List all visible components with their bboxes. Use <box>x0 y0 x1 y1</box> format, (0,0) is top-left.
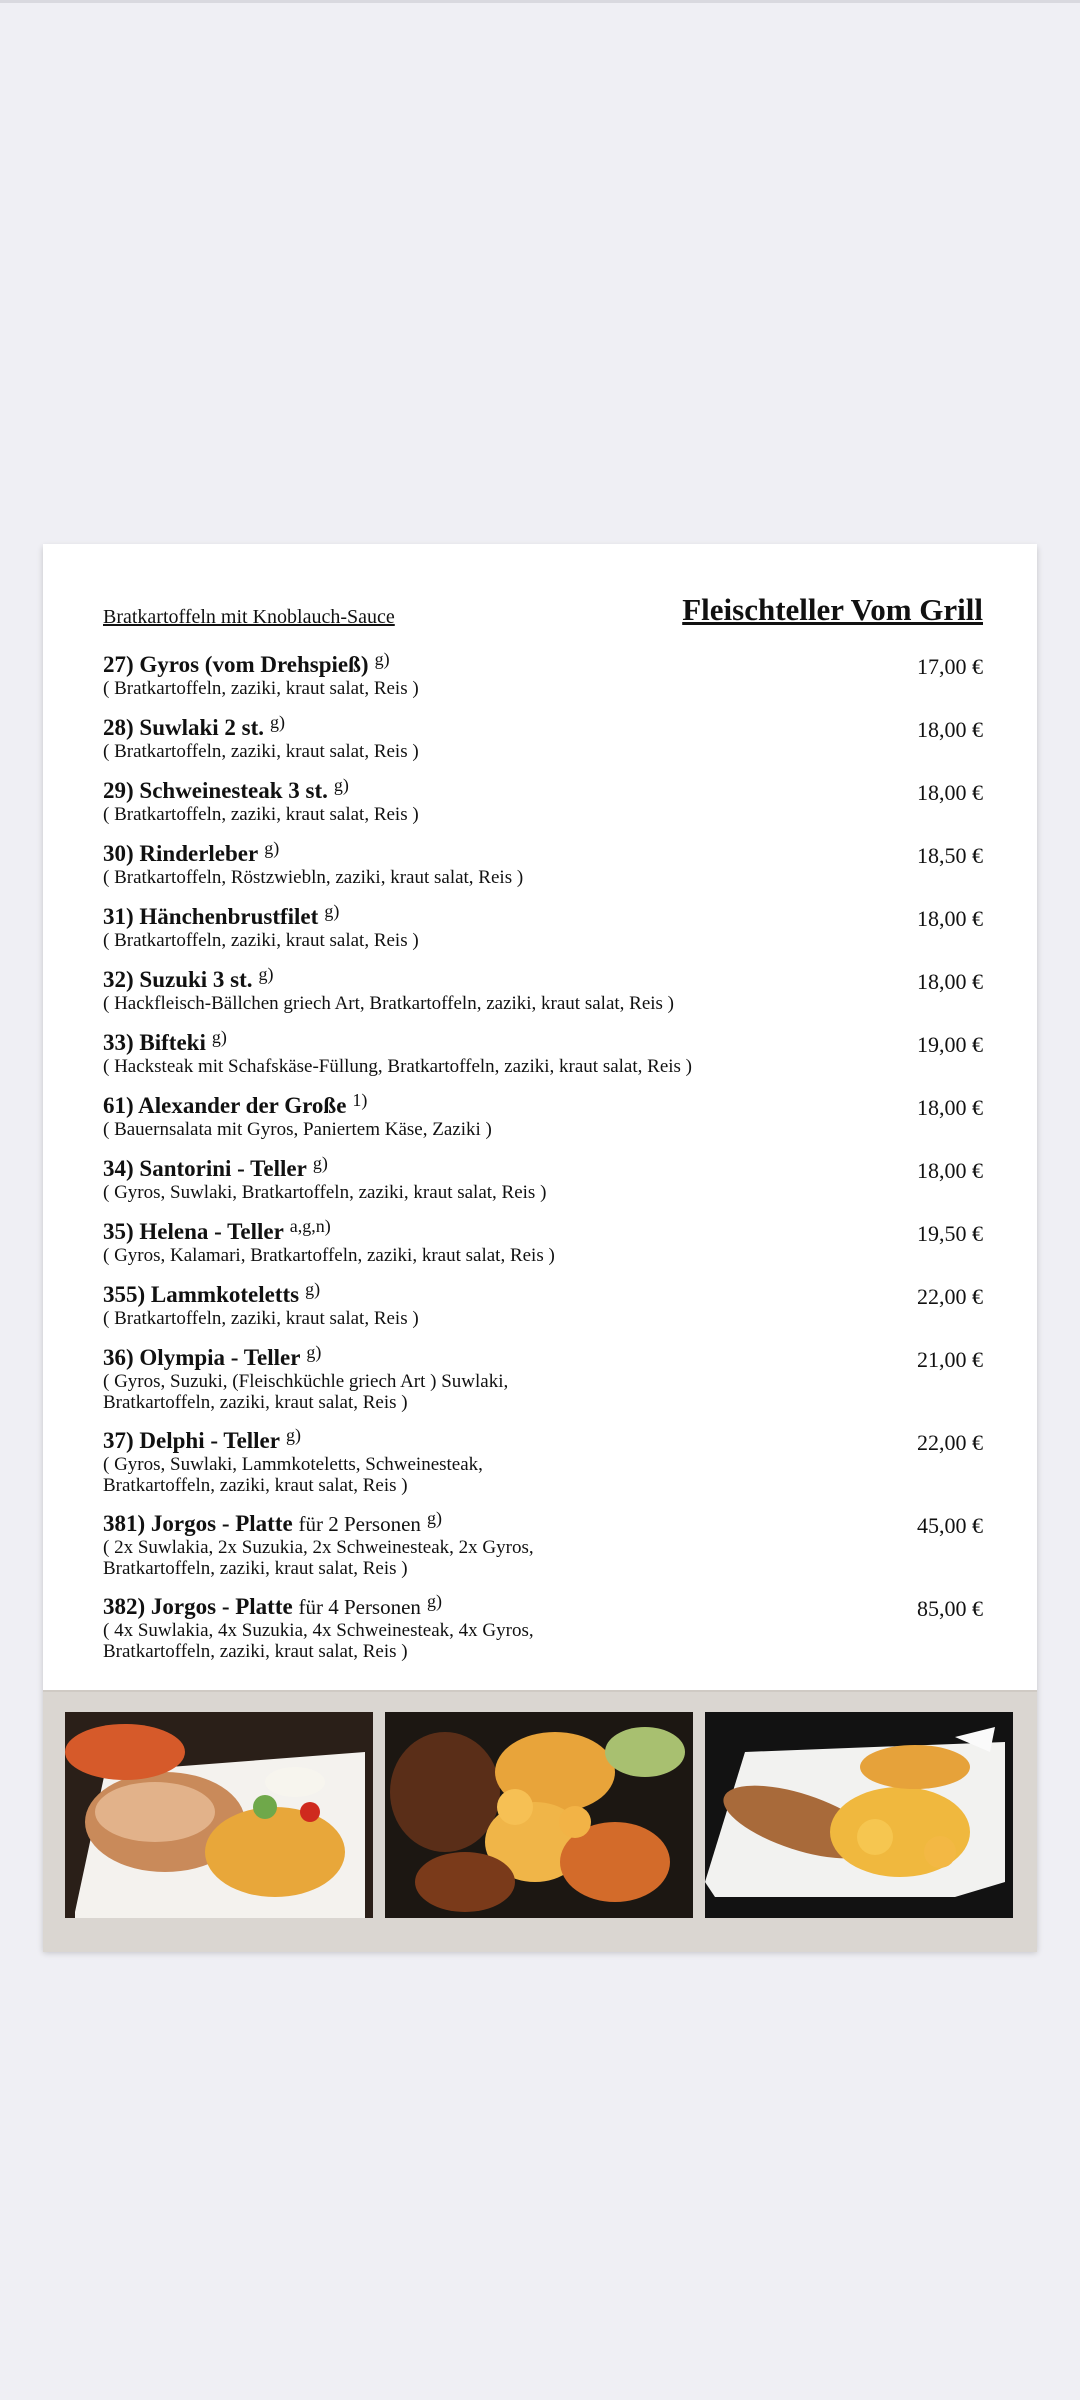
menu-item <box>103 1216 983 1266</box>
menu-item <box>103 838 983 888</box>
item-price: 19,00 € <box>917 1032 983 1057</box>
item-price: 18,00 € <box>917 1095 983 1120</box>
item-extra: für 2 Personen <box>298 1512 421 1536</box>
allergen-code: g) <box>264 838 280 858</box>
item-description: ( Bratkartoffeln, Röstzwiebln, zaziki, kraut salat, Reis ) <box>103 867 524 888</box>
allergen-code: g) <box>426 1591 442 1611</box>
item-extra: für 4 Personen <box>298 1595 421 1619</box>
menu-item <box>103 1591 983 1662</box>
photo-gallery <box>43 1690 1037 1952</box>
allergen-code: g) <box>312 1153 328 1173</box>
item-price: 18,00 € <box>917 780 983 805</box>
item-description: ( Bratkartoffeln, zaziki, kraut salat, Reis ) <box>103 741 419 762</box>
item-name: 29) Schweinesteak 3 st. <box>103 778 328 803</box>
item-price: 17,00 € <box>917 654 983 679</box>
item-description: ( Hacksteak mit Schafskäse-Füllung, Bratkartoffeln, zaziki, kraut salat, Reis ) <box>103 1056 692 1077</box>
menu-page <box>43 544 1037 1950</box>
item-name: 61) Alexander der Große <box>103 1093 347 1118</box>
food-photo-souvlaki-plate <box>705 1712 1013 1918</box>
allergen-code: g) <box>258 964 274 984</box>
menu-item <box>103 1508 983 1579</box>
item-description: ( Gyros, Suzuki, (Fleischküchle griech Art ) Suwlaki, Bratkartoffeln, zaziki, kraut salat, Reis ) <box>103 1371 509 1413</box>
item-price: 18,00 € <box>917 969 983 994</box>
allergen-code: g) <box>285 1425 301 1445</box>
item-name: 31) Hänchenbrustfilet <box>103 904 319 929</box>
item-name: 34) Santorini - Teller <box>103 1156 307 1181</box>
item-name: 37) Delphi - Teller <box>103 1428 280 1453</box>
item-description: ( 4x Suwlakia, 4x Suzukia, 4x Schweinesteak, 4x Gyros, Bratkartoffeln, zaziki, kraut salat, Reis ) <box>103 1620 534 1662</box>
food-photo-potatoes-plate <box>385 1712 693 1918</box>
item-name: 33) Bifteki <box>103 1030 206 1055</box>
menu-item <box>103 1279 983 1329</box>
menu-item <box>103 1090 983 1140</box>
item-description: ( Bauernsalata mit Gyros, Paniertem Käse, Zaziki ) <box>103 1119 492 1140</box>
allergen-code: a,g,n) <box>289 1216 331 1236</box>
menu-item <box>103 1153 983 1203</box>
item-price: 85,00 € <box>917 1596 983 1621</box>
item-name: 35) Helena - Teller <box>103 1219 284 1244</box>
menu-header <box>103 592 983 636</box>
allergen-code: 1) <box>352 1090 368 1110</box>
allergen-code: g) <box>305 1279 321 1299</box>
item-price: 21,00 € <box>917 1347 983 1372</box>
item-price: 22,00 € <box>917 1284 983 1309</box>
allergen-code: g) <box>270 712 286 732</box>
item-name: 36) Olympia - Teller <box>103 1345 301 1370</box>
item-description: ( Bratkartoffeln, zaziki, kraut salat, Reis ) <box>103 930 419 951</box>
item-price: 18,50 € <box>917 843 983 868</box>
item-description: ( 2x Suwlakia, 2x Suzukia, 2x Schweinesteak, 2x Gyros, Bratkartoffeln, zaziki, kraut salat, Reis ) <box>103 1537 534 1579</box>
item-description: ( Hackfleisch-Bällchen griech Art, Bratkartoffeln, zaziki, kraut salat, Reis ) <box>103 993 675 1014</box>
item-name: 30) Rinderleber <box>103 841 259 866</box>
allergen-code: g) <box>426 1508 442 1528</box>
allergen-code: g) <box>306 1342 322 1362</box>
item-price: 18,00 € <box>917 717 983 742</box>
item-name: 381) Jorgos - Platte <box>103 1511 293 1536</box>
allergen-code: g) <box>211 1027 227 1047</box>
side-note: Bratkartoffeln mit Knoblauch-Sauce <box>103 606 395 628</box>
menu-item <box>103 964 983 1014</box>
item-description: ( Gyros, Suwlaki, Bratkartoffeln, zaziki, kraut salat, Reis ) <box>103 1182 547 1203</box>
menu-item <box>103 1342 983 1413</box>
item-price: 45,00 € <box>917 1513 983 1538</box>
item-description: ( Bratkartoffeln, zaziki, kraut salat, Reis ) <box>103 804 419 825</box>
item-price: 18,00 € <box>917 1158 983 1183</box>
food-photo-gyros-plate <box>65 1712 373 1918</box>
menu-item <box>103 1425 983 1496</box>
section-title: Fleischteller Vom Grill <box>682 592 983 627</box>
menu-item <box>103 901 983 951</box>
allergen-code: g) <box>333 775 349 795</box>
item-name: 28) Suwlaki 2 st. <box>103 715 265 740</box>
item-description: ( Gyros, Kalamari, Bratkartoffeln, zaziki, kraut salat, Reis ) <box>103 1245 555 1266</box>
allergen-code: g) <box>374 649 390 669</box>
item-price: 22,00 € <box>917 1430 983 1455</box>
item-description: ( Gyros, Suwlaki, Lammkoteletts, Schweinesteak, Bratkartoffeln, zaziki, kraut salat, Reis ) <box>103 1454 483 1496</box>
item-name: 32) Suzuki 3 st. <box>103 967 253 992</box>
item-name: 382) Jorgos - Platte <box>103 1594 293 1619</box>
menu-item <box>103 1027 983 1077</box>
menu-item <box>103 712 983 762</box>
item-name: 355) Lammkoteletts <box>103 1282 300 1307</box>
allergen-code: g) <box>324 901 340 921</box>
menu-item <box>103 649 983 699</box>
top-status-strip <box>0 0 1080 3</box>
item-price: 18,00 € <box>917 906 983 931</box>
item-description: ( Bratkartoffeln, zaziki, kraut salat, Reis ) <box>103 1308 419 1329</box>
item-price: 19,50 € <box>917 1221 983 1246</box>
menu-item <box>103 775 983 825</box>
item-name: 27) Gyros (vom Drehspieß) <box>103 652 369 677</box>
item-description: ( Bratkartoffeln, zaziki, kraut salat, Reis ) <box>103 678 419 699</box>
